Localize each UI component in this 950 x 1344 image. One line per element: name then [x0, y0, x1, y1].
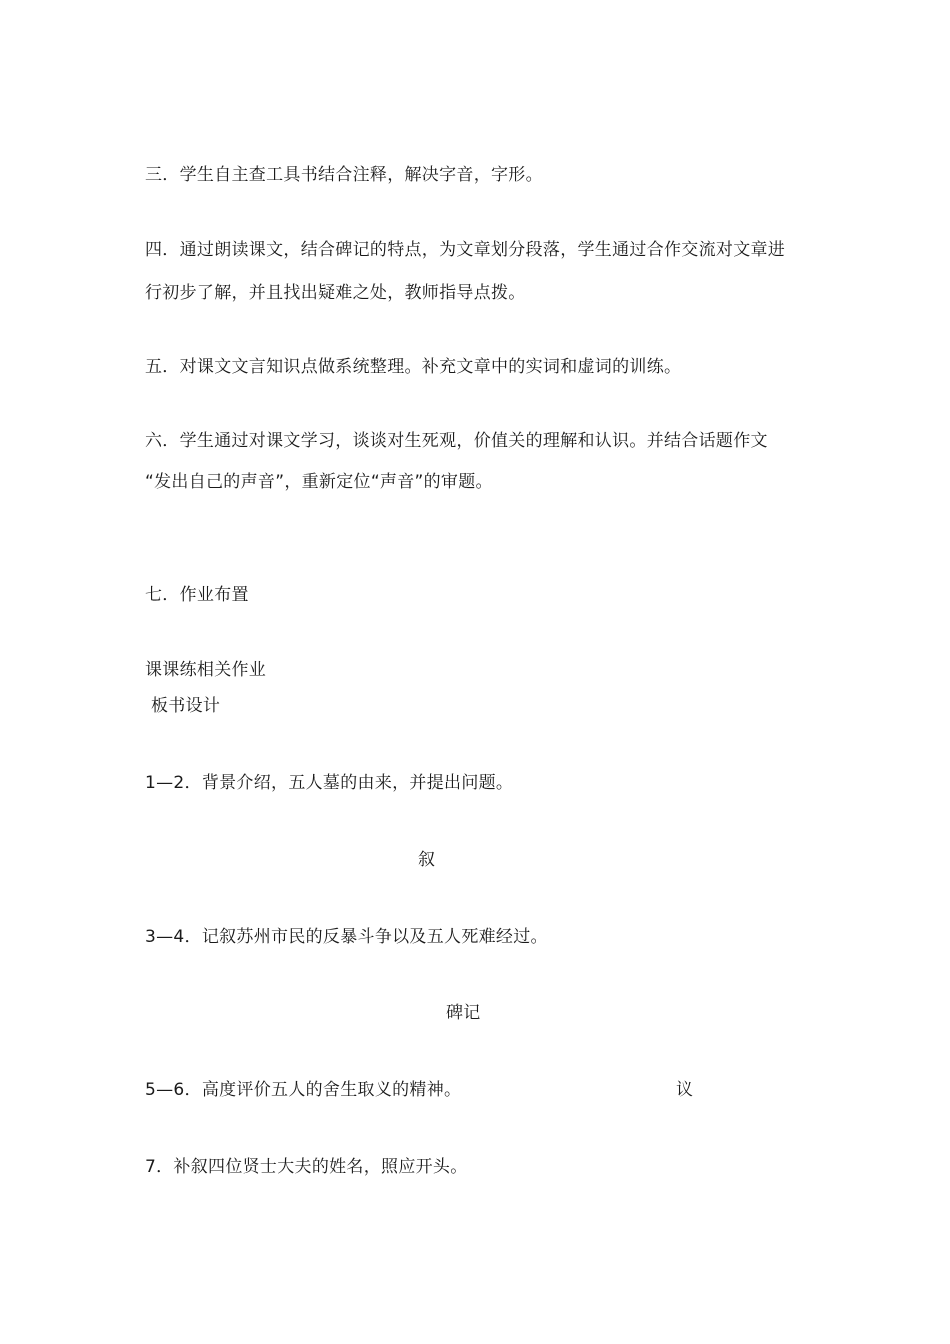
- board-label-stele: 碑记: [446, 1003, 481, 1023]
- board-item-3: 5—6．高度评价五人的舍生取义的精神。: [145, 1080, 462, 1100]
- board-design-title: 板书设计: [151, 696, 221, 716]
- paragraph-4-line-1: 四．通过朗读课文，结合碑记的特点，为文章划分段落，学生通过合作交流对文章进: [145, 240, 786, 260]
- board-item-4: 7．补叙四位贤士大夫的姓名，照应开头。: [145, 1157, 468, 1177]
- paragraph-5: 五．对课文文言知识点做系统整理。补充文章中的实词和虚词的训练。: [145, 357, 682, 377]
- homework-text: 课课练相关作业: [145, 660, 267, 680]
- board-item-1: 1—2．背景介绍，五人墓的由来，并提出问题。: [145, 773, 514, 793]
- board-label-narrate: 叙: [418, 850, 436, 870]
- board-label-discuss: 议: [676, 1080, 694, 1100]
- paragraph-3: 三．学生自主查工具书结合注释，解决字音，字形。: [145, 165, 543, 185]
- paragraph-6-line-1: 六．学生通过对课文学习，谈谈对生死观，价值关的理解和认识。并结合话题作文: [145, 431, 768, 451]
- paragraph-4-line-2: 行初步了解，并且找出疑难之处，教师指导点拨。: [145, 283, 526, 303]
- paragraph-7-heading: 七．作业布置: [145, 585, 249, 605]
- paragraph-6-line-2: “发出自己的声音”，重新定位“声音”的审题。: [145, 472, 493, 492]
- board-item-2: 3—4．记叙苏州市民的反暴斗争以及五人死难经过。: [145, 927, 548, 947]
